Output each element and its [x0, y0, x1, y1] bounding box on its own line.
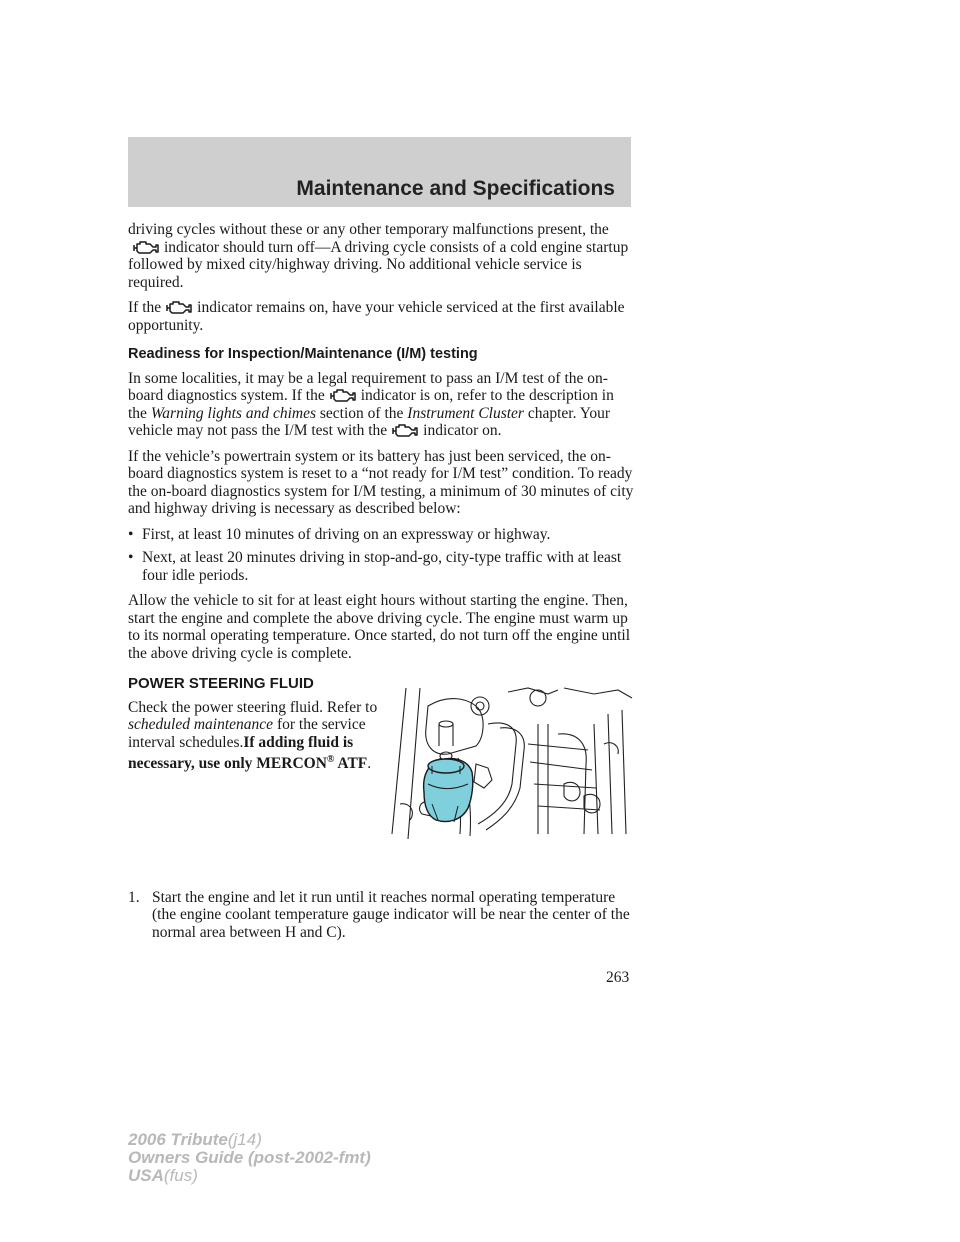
text: In some localities, it may be a legal requirement to pass an I/M test of the on-board diagnostics system. If the — [128, 369, 608, 404]
bullet-list — [128, 526, 634, 585]
text: chapter. Your vehicle may not pass the I/M test with the — [128, 404, 611, 439]
text: section of the — [319, 404, 404, 422]
check-engine-icon — [131, 239, 161, 255]
footer-market: USA — [128, 1166, 164, 1185]
text: Check the power steering fluid. Refer to — [128, 698, 378, 716]
footer-model: 2006 Tribute — [128, 1130, 228, 1149]
registered-mark: ® — [326, 754, 335, 765]
footer-document-info — [128, 1131, 371, 1185]
paragraph-allow-vehicle: Allow the vehicle to sit for at least eight hours without starting the engine. Then, start the engine and complete the above driving cycle. The engine must warm up to its normal operating temperature. Once started, do not turn off the engine until the above driving cycle is complete. — [128, 592, 631, 662]
steps-list — [128, 889, 634, 942]
check-engine-icon — [328, 387, 358, 403]
reference-warning-lights: Warning lights and chimes — [150, 404, 317, 422]
reference-instrument-cluster: Instrument Cluster — [407, 404, 524, 422]
header-band — [128, 137, 631, 207]
footer-line-market — [128, 1167, 371, 1185]
section-heading-readiness: Readiness for Inspection/Maintenance (I/M) testing — [128, 346, 478, 362]
paragraph-driving-cycle — [128, 221, 634, 291]
paragraph-indicator-remains — [128, 299, 634, 334]
paragraph-im-test — [128, 370, 634, 440]
list-item: • First, at least 10 minutes of driving on an expressway or highway. — [128, 526, 634, 544]
text: If the — [128, 299, 162, 316]
footer-market-code: (fus) — [163, 1166, 198, 1185]
text: indicator should turn off—A driving cycle consists of a cold engine startup followed by mixed city/highway driving. No additional vehicle service is required. — [128, 238, 629, 291]
reference-scheduled-maintenance: scheduled maintenance — [128, 716, 274, 733]
text: driving cycles without these or any other temporary malfunctions present, the — [128, 221, 609, 238]
warning-text: ATF — [334, 755, 368, 773]
text: indicator is on, refer to the description in the — [128, 387, 614, 422]
page-title: Maintenance and Specifications — [296, 177, 615, 200]
footer-line-guide: Owners Guide (post-2002-fmt) — [128, 1148, 371, 1167]
page-number: 263 — [606, 969, 630, 986]
engine-compartment-illustration — [388, 684, 634, 850]
list-item: • Next, at least 20 minutes driving in stop-and-go, city-type traffic with at least four idle periods. — [128, 549, 634, 584]
text: . — [367, 755, 372, 773]
footer-line-model — [128, 1131, 371, 1149]
warning-text: If adding fluid is necessary, use only MERCON — [128, 733, 354, 773]
section-heading-power-steering: POWER STEERING FLUID — [128, 675, 314, 692]
text: indicator on. — [423, 422, 502, 439]
text: for the service interval schedules. — [128, 716, 366, 751]
paragraph-power-steering — [128, 699, 378, 773]
step-text: Start the engine and let it run until it reaches normal operating temperature (the engine coolant temperature gauge indicator will be near the center of the normal area between H and C). — [152, 888, 630, 941]
check-engine-icon — [390, 422, 420, 438]
footer-code: (j14) — [227, 1130, 262, 1149]
step-number: 1. — [128, 888, 140, 906]
step-item — [128, 889, 634, 942]
text: indicator remains on, have your vehicle serviced at the first available opportunity. — [128, 299, 625, 334]
check-engine-icon — [164, 299, 194, 315]
paragraph-powertrain-reset: If the vehicle’s powertrain system or its battery has just been serviced, the on-board diagnostics system is reset to a “not ready for I/M test” condition. To ready the on-board diagnostics system for I/M testing, a minimum of 30 minutes of city and highway driving is necessary as described below: — [128, 447, 634, 517]
